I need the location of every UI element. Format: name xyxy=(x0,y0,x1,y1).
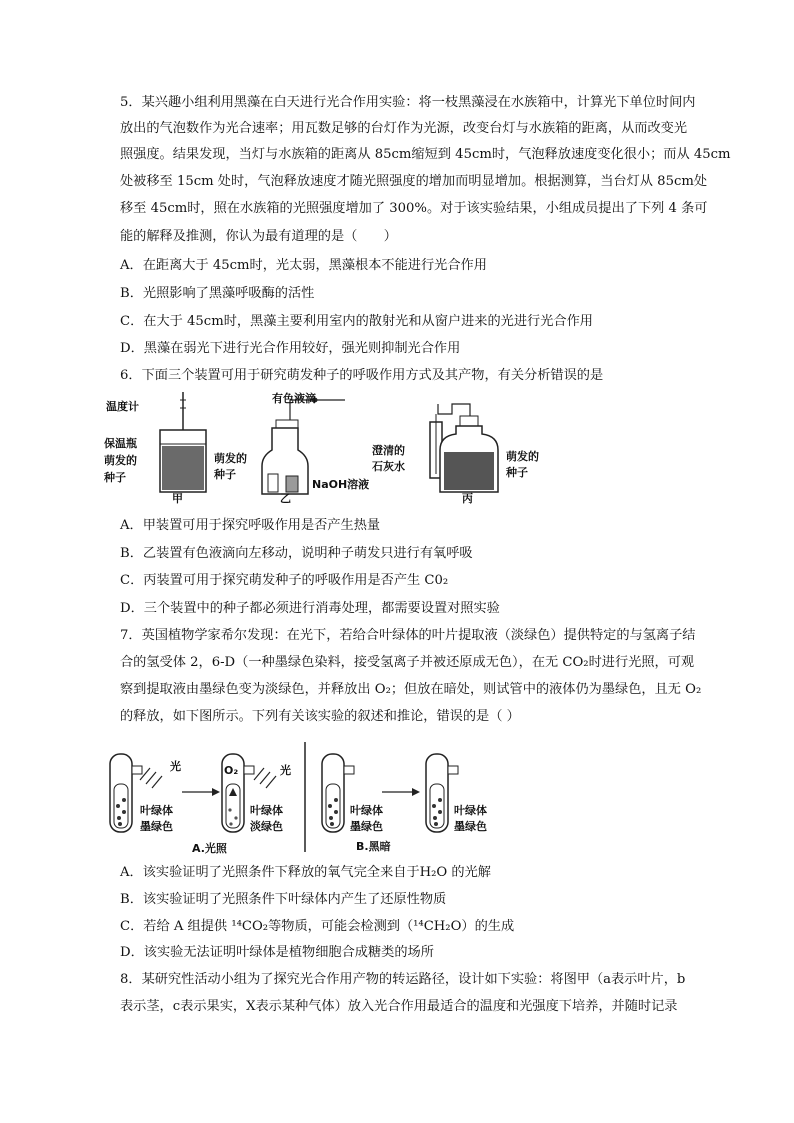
oxygen-label: O₂ xyxy=(224,764,239,777)
seed-label-line1: 萌发的 xyxy=(104,454,137,467)
q7-option-a: A．该实验证明了光照条件下释放的氧气完全来自于H₂O 的光解 xyxy=(120,865,491,880)
caption-jia: 甲 xyxy=(172,492,183,505)
colored-droplet-label: 有色液滴 xyxy=(272,392,316,405)
q7-option-d: D．该实验无法证明叶绿体是植物细胞合成糖类的场所 xyxy=(120,945,434,960)
limewater-label-line1: 澄清的 xyxy=(372,444,405,457)
q8-line: 表示茎，c表示果实，X表示某种气体）放入光合作用最适合的温度和光强度下培养，并随时记录 xyxy=(120,999,678,1014)
naoh-label: NaOH溶液 xyxy=(312,478,370,491)
thermos-label: 保温瓶 xyxy=(104,437,137,450)
dark-green-label-1: 墨绿色 xyxy=(140,820,173,833)
q5-option-d: D．黑藻在弱光下进行光合作用较好，强光则抑制光合作用 xyxy=(120,341,461,356)
q7-option-b: B．该实验证明了光照条件下叶绿体内产生了还原性物质 xyxy=(120,892,447,907)
q5-option-c: C．在大于 45cm时，黑藻主要利用室内的散射光和从窗户进来的光进行光合作用 xyxy=(120,314,593,329)
q5-line: 处被移至 15cm 处时，气泡释放速度才随光照强度的增加而明显增加。根据测算，当台灯从 85cm处 xyxy=(120,174,708,189)
chloroplast-label-4: 叶绿体 xyxy=(454,804,487,817)
q6-option-c: C．丙装置可用于探究萌发种子的呼吸作用是否产生 C0₂ xyxy=(120,573,449,588)
q6-option-b: B．乙装置有色液滴向左移动，说明种子萌发只进行有氧呼吸 xyxy=(120,546,473,561)
limewater-label-line2: 石灰水 xyxy=(372,460,405,473)
respiration-apparatus-figure xyxy=(100,390,560,508)
bing-seed-label-line1: 萌发的 xyxy=(506,450,539,463)
q5-line: 放出的气泡数作为光合速率；用瓦数足够的台灯作为光源，改变台灯与水族箱的距离，从而改变光 xyxy=(120,121,688,136)
q7-line: 7．英国植物学家希尔发现：在光下，若给合叶绿体的叶片提取液（淡绿色）提供特定的与氢离子结 xyxy=(120,628,696,643)
q5-line: 5．某兴趣小组利用黑藻在白天进行光合作用实验：将一枝黑藻浸在水族箱中，计算光下单位时间内 xyxy=(120,95,696,110)
chloroplast-label-3: 叶绿体 xyxy=(350,804,383,817)
q5-line: 能的解释及推测，你认为最有道理的是（ ） xyxy=(120,229,397,244)
q7-line: 合的氢受体 2，6-D（一种墨绿色染料，接受氢离子并被还原成无色），在无 CO₂时进行光照，可观 xyxy=(120,655,695,670)
q6-option-a: A．甲装置可用于探究呼吸作用是否产生热量 xyxy=(120,518,381,533)
q6-option-d: D．三个装置中的种子都必须进行消毒处理，都需要设置对照实验 xyxy=(120,601,500,616)
q7-line: 察到提取液由墨绿色变为淡绿色，并释放出 O₂；但放在暗处，则试管中的液体仍为墨绿色，且无 O₂ xyxy=(120,682,702,697)
caption-light: A.光照 xyxy=(192,842,227,855)
q5-line: 移至 45cm时，照在水族箱的光照强度增加了 300%。对于该实验结果，小组成员提出了下列 4 条可 xyxy=(120,201,708,216)
q5-option-b: B．光照影响了黑藻呼吸酶的活性 xyxy=(120,286,315,301)
thermometer-label: 温度计 xyxy=(106,400,139,413)
caption-yi: 乙 xyxy=(280,492,291,505)
q7-option-c: C．若给 A 组提供 ¹⁴CO₂等物质，可能会检测到（¹⁴CH₂O）的生成 xyxy=(120,919,515,934)
seed-label-line2: 种子 xyxy=(104,471,126,484)
caption-bing: 丙 xyxy=(462,492,473,505)
dark-green-label-2: 墨绿色 xyxy=(350,820,383,833)
q6-stem: 6．下面三个装置可用于研究萌发种子的呼吸作用方式及其产物，有关分析错误的是 xyxy=(120,368,604,383)
q5-line: 照强度。结果发现，当灯与水族箱的距离从 85cm缩短到 45cm时，气泡释放速度变化很小；而从 45cm xyxy=(120,147,731,162)
bing-seed-label-line2: 种子 xyxy=(506,466,528,479)
caption-dark: B.黑暗 xyxy=(356,840,391,853)
dark-green-label-3: 墨绿色 xyxy=(454,820,487,833)
light-label-1: 光 xyxy=(170,760,181,773)
q8-line: 8．某研究性活动小组为了探究光合作用产物的转运路径，设计如下实验：将图甲（a表示叶片，b xyxy=(120,972,686,987)
yi-seed-label-line1: 萌发的 xyxy=(214,452,247,465)
q7-line: 的释放，如下图所示。下列有关该实验的叙述和推论，错误的是（ ） xyxy=(120,709,520,724)
hill-reaction-drawing xyxy=(100,740,510,858)
chloroplast-label-1: 叶绿体 xyxy=(140,804,173,817)
q5-option-a: A．在距离大于 45cm时，光太弱，黑藻根本不能进行光合作用 xyxy=(120,258,487,273)
light-label-2: 光 xyxy=(280,764,291,777)
light-green-label: 淡绿色 xyxy=(250,820,283,833)
hill-reaction-figure xyxy=(100,740,510,858)
yi-seed-label-line2: 种子 xyxy=(214,468,236,481)
chloroplast-label-2: 叶绿体 xyxy=(250,804,283,817)
